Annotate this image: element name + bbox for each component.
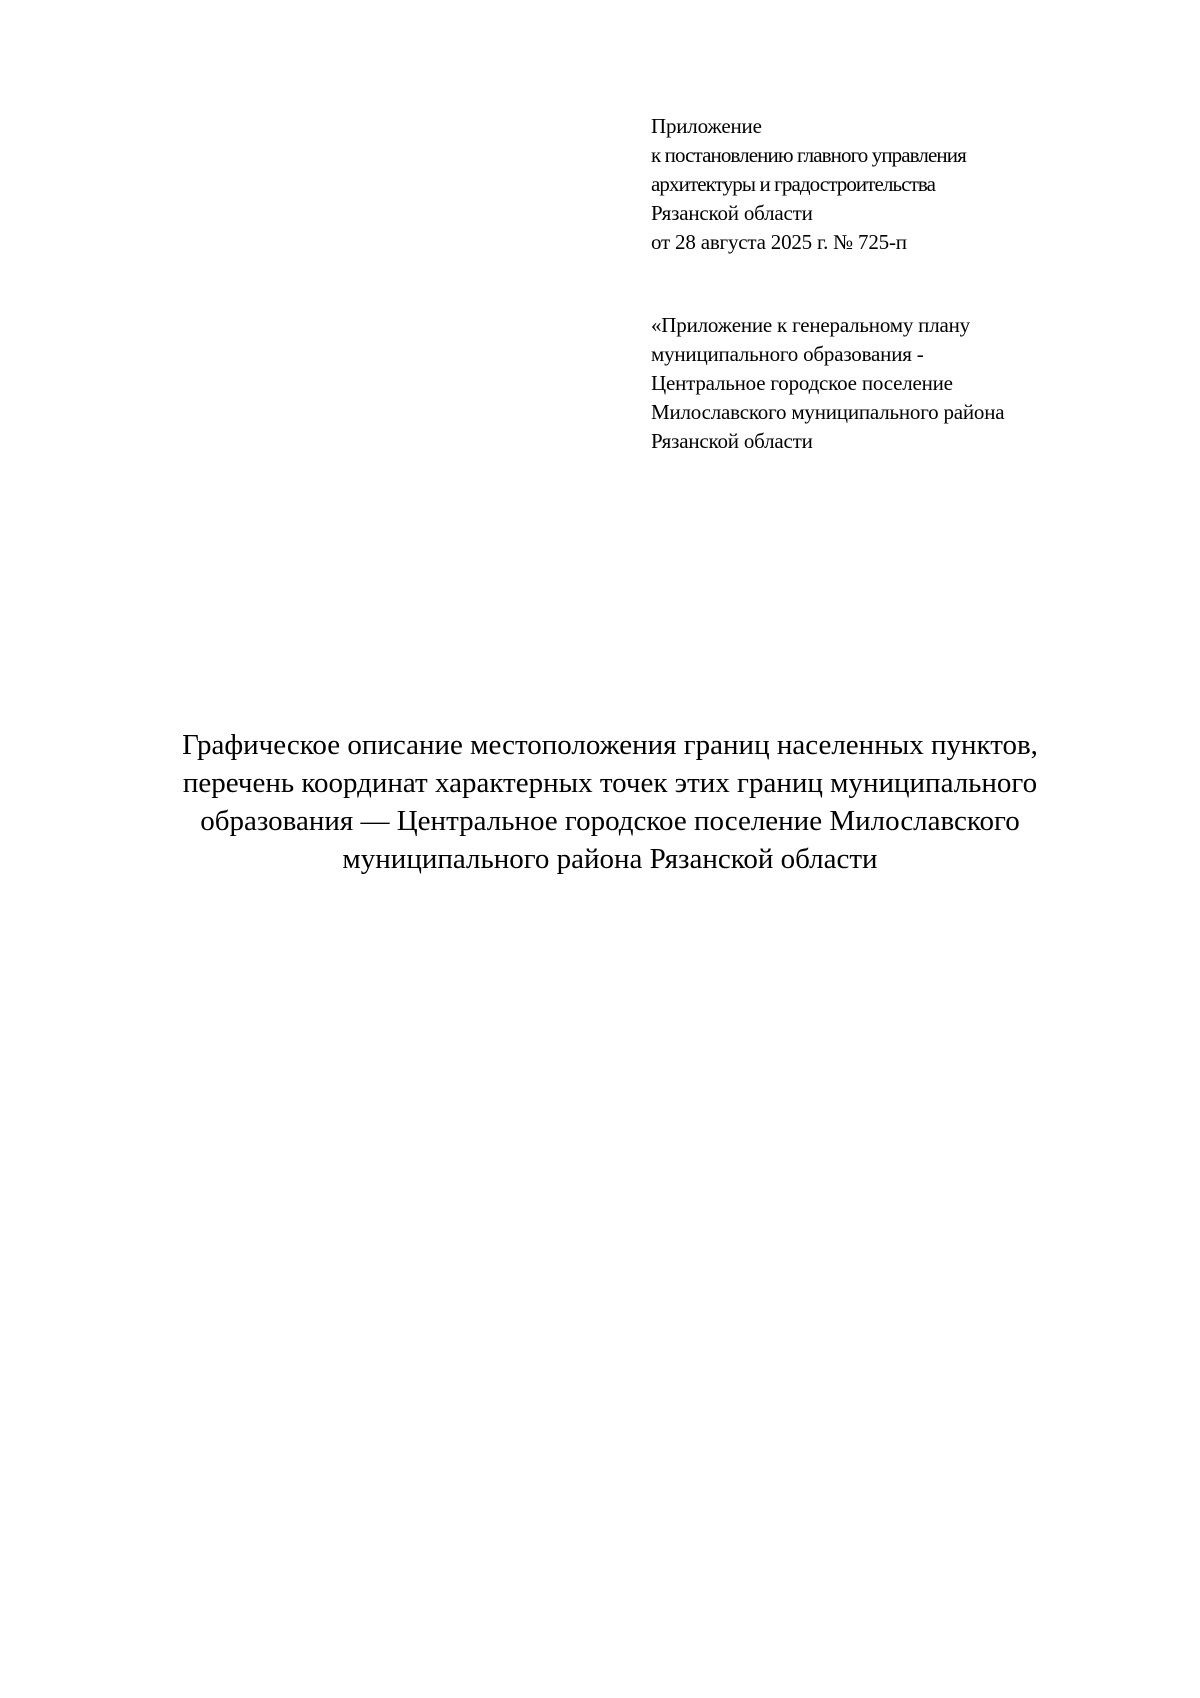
general-plan-line: муниципального образования -: [651, 342, 924, 366]
title-line: перечень координат характерных точек этих границ муниципального: [182, 767, 1038, 799]
appendix-line: архитектуры и градостроительства: [651, 172, 936, 196]
title-line: образования — Центральное городское поселение Милославского: [200, 805, 1020, 837]
general-plan-line: Милославского муниципального района: [651, 400, 1005, 424]
appendix-date-line: от 28 августа 2025 г. № 725-п: [651, 230, 907, 254]
appendix-line: Рязанской области: [651, 201, 813, 225]
general-plan-header: [651, 311, 1171, 456]
general-plan-line: Центральное городское поселение: [651, 371, 953, 395]
general-plan-line: Рязанской области: [651, 429, 813, 453]
document-title: [120, 726, 1100, 878]
appendix-header: [651, 112, 1171, 257]
title-line: муниципального района Рязанской области: [342, 843, 878, 875]
appendix-line: Приложение: [651, 114, 762, 138]
appendix-line: к постановлению главного управления: [651, 143, 966, 167]
general-plan-line: «Приложение к генеральному плану: [651, 313, 970, 337]
title-line: Графическое описание местоположения границ населенных пунктов,: [182, 729, 1038, 761]
